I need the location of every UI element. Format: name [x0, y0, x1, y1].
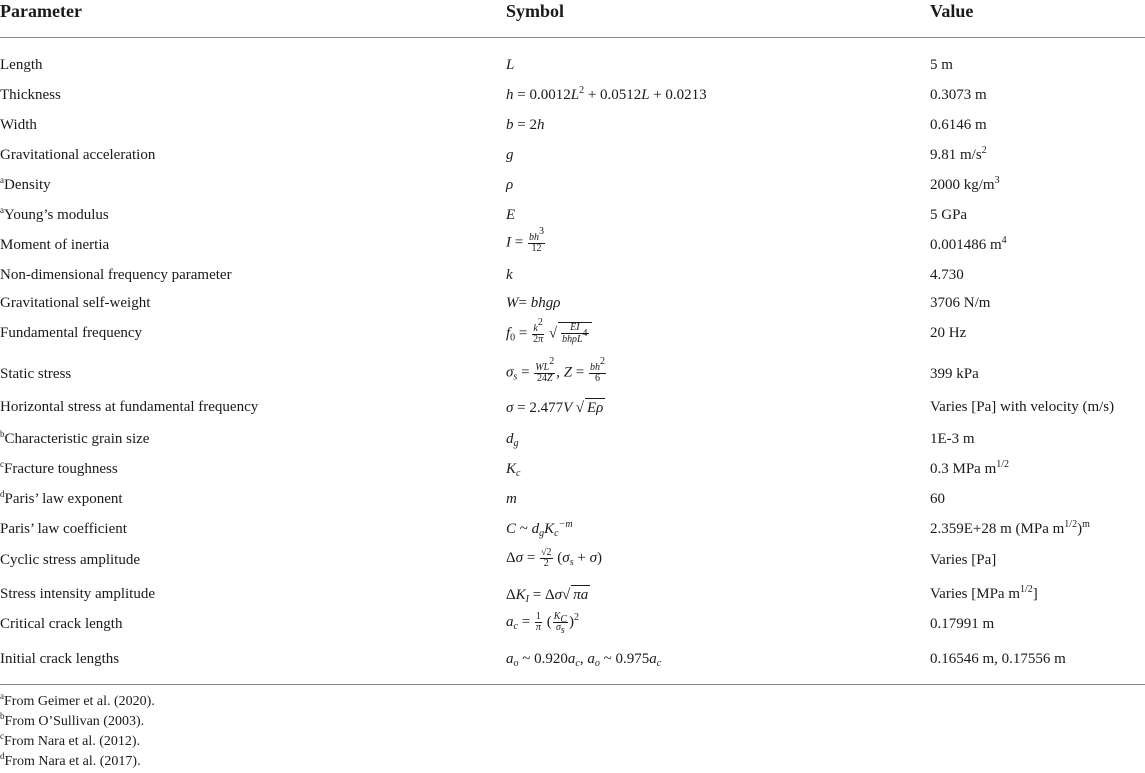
table-row — [0, 611, 1145, 645]
table-row — [0, 356, 1145, 395]
table-row — [0, 650, 1145, 680]
value-cell: 0.17991 m — [930, 616, 995, 632]
parameter-cell: Initial crack lengths — [0, 651, 120, 667]
table-row — [0, 206, 1145, 236]
value-cell: 20 Hz — [930, 325, 967, 341]
value-cell: 5 GPa — [930, 207, 968, 223]
symbol-cell: C ~ $d_gK_c^{-m}$ — [506, 519, 573, 539]
symbol-cell: k — [506, 267, 513, 283]
symbol-cell: E — [506, 207, 516, 223]
value-cell: Varies [Pa] — [930, 552, 997, 568]
value-cell: Varies [MPa $m^{1/2}$] — [930, 584, 1038, 602]
value-cell: 0.3 MPa $m^{1/2}$ — [930, 459, 1010, 477]
value-cell: 1E-3 m — [930, 431, 975, 447]
symbol-cell: $f_0$ = $\frac{k^2}{2\pi}$ √ $\frac{EI}{bh\rho L^4}$ — [506, 322, 592, 345]
symbol-cell: $h = 0.0012L^2 + 0.0512L + 0.0213$ — [506, 85, 707, 103]
header-value: Value — [930, 1, 974, 21]
value-cell: 399 kPa — [930, 366, 979, 382]
symbol-cell: $K_c$ — [506, 461, 521, 479]
parameter-cell: Paris’ law coefficient — [0, 521, 127, 537]
table-row — [0, 294, 1145, 324]
parameter-cell: Gravitational acceleration — [0, 147, 156, 163]
table-row — [0, 146, 1145, 176]
parameter-cell: $^d$Paris’ law exponent — [0, 489, 123, 507]
table-row — [0, 176, 1145, 206]
parameter-cell: $^c$Fracture toughness — [0, 459, 118, 477]
parameter-cell: Non-dimensional frequency parameter — [0, 267, 232, 283]
footnotes — [0, 692, 155, 772]
symbol-cell: ρ — [506, 177, 514, 193]
value-cell: 0.6146 m — [930, 117, 987, 133]
symbol-cell: Δσ = $\frac{√2}{2}$ $(\sigma_s + \sigma)$ — [506, 547, 602, 569]
footnote: $^c$From Nara et al. (2012). — [0, 731, 141, 749]
symbol-cell: $a_o$ ~ $0.920a_c$, $a_o$ ~ $0.975a_c$ — [506, 651, 662, 669]
value-cell: Varies [Pa] with velocity (m/s) — [930, 399, 1115, 415]
parameter-cell: Cyclic stress amplitude — [0, 552, 140, 568]
symbol-cell: $\sigma_s$ = $\frac{WL^2}{24Z}$ , Z = $\frac{bh^2}{6}$ — [506, 356, 605, 384]
parameter-cell: Thickness — [0, 87, 61, 103]
bottom-rule — [0, 684, 1145, 685]
table-row — [0, 226, 1145, 266]
table-row — [0, 490, 1145, 520]
parameter-cell: $^b$Characteristic grain size — [0, 429, 150, 447]
parameter-cell: $^a$Young’s modulus — [0, 205, 109, 223]
symbol-cell: m — [506, 491, 517, 507]
table-row — [0, 317, 1145, 354]
value-cell: 60 — [930, 491, 945, 507]
footnote-mark: c — [0, 459, 4, 469]
parameter-cell: Width — [0, 117, 37, 133]
value-cell: 9.81 $m/s^2$ — [930, 145, 987, 163]
value-cell: 2.359E+28 m (MPa $m^{1/2})^m$ — [930, 519, 1090, 537]
footnote-mark: a — [0, 175, 4, 185]
header-symbol: Symbol — [506, 1, 565, 21]
value-cell: 0.3073 m — [930, 87, 987, 103]
parameter-cell: Stress intensity amplitude — [0, 586, 155, 602]
symbol-cell: $a_c$ = $\frac{1}{\pi}$ ( $\frac{K_C}{\sigma_s}$ )$^2$ — [506, 611, 580, 636]
symbol-cell: I = $\frac{bh^3}{12}$ — [506, 226, 544, 254]
symbol-cell: b = 2h — [506, 117, 545, 133]
value-cell: 0.16546 m, 0.17556 m — [930, 651, 1066, 667]
symbol-cell: $\Delta K_I = \Delta\sigma√$ πa — [506, 587, 589, 605]
parameter-cell: Moment of inertia — [0, 237, 110, 253]
parameter-cell: Static stress — [0, 366, 72, 382]
table-row — [0, 547, 1145, 581]
parameter-cell: Gravitational self-weight — [0, 295, 151, 311]
footnote: $^d$From Nara et al. (2017). — [0, 751, 141, 769]
symbol-cell: σ = 2.477V √ Eρ — [506, 400, 604, 416]
footnote: $^a$From Geimer et al. (2020). — [0, 691, 155, 709]
table-row — [0, 430, 1145, 460]
table-row — [0, 116, 1145, 146]
table-row — [0, 520, 1145, 550]
table-row — [0, 460, 1145, 490]
parameter-cell: Critical crack length — [0, 616, 123, 632]
value-cell: 3706 N/m — [930, 295, 991, 311]
parameter-cell: Horizontal stress at fundamental frequency — [0, 399, 259, 415]
table-row — [0, 585, 1145, 615]
table-row — [0, 398, 1145, 428]
footnote: $^b$From O’Sullivan (2003). — [0, 711, 145, 729]
table-row — [0, 56, 1145, 86]
value-cell: 2000 $kg/m^3$ — [930, 175, 1000, 193]
value-cell: 5 m — [930, 57, 953, 73]
symbol-cell: $d_g$ — [506, 431, 519, 449]
value-cell: 0.001486 $m^4$ — [930, 235, 1007, 253]
parameter-cell: Fundamental frequency — [0, 325, 143, 341]
footnote-mark: d — [0, 489, 5, 499]
header-parameter: Parameter — [0, 1, 82, 21]
table-row — [0, 266, 1145, 296]
symbol-cell: L — [506, 57, 515, 73]
symbol-cell: W= bhgρ — [506, 295, 561, 311]
footnote-mark: b — [0, 429, 5, 439]
footnote-mark: a — [0, 205, 4, 215]
symbol-cell: g — [506, 147, 514, 163]
table-row — [0, 86, 1145, 116]
header-rule — [0, 37, 1145, 38]
parameter-cell: Length — [0, 57, 43, 73]
value-cell: 4.730 — [930, 267, 964, 283]
parameter-cell: $^a$Density — [0, 175, 51, 193]
